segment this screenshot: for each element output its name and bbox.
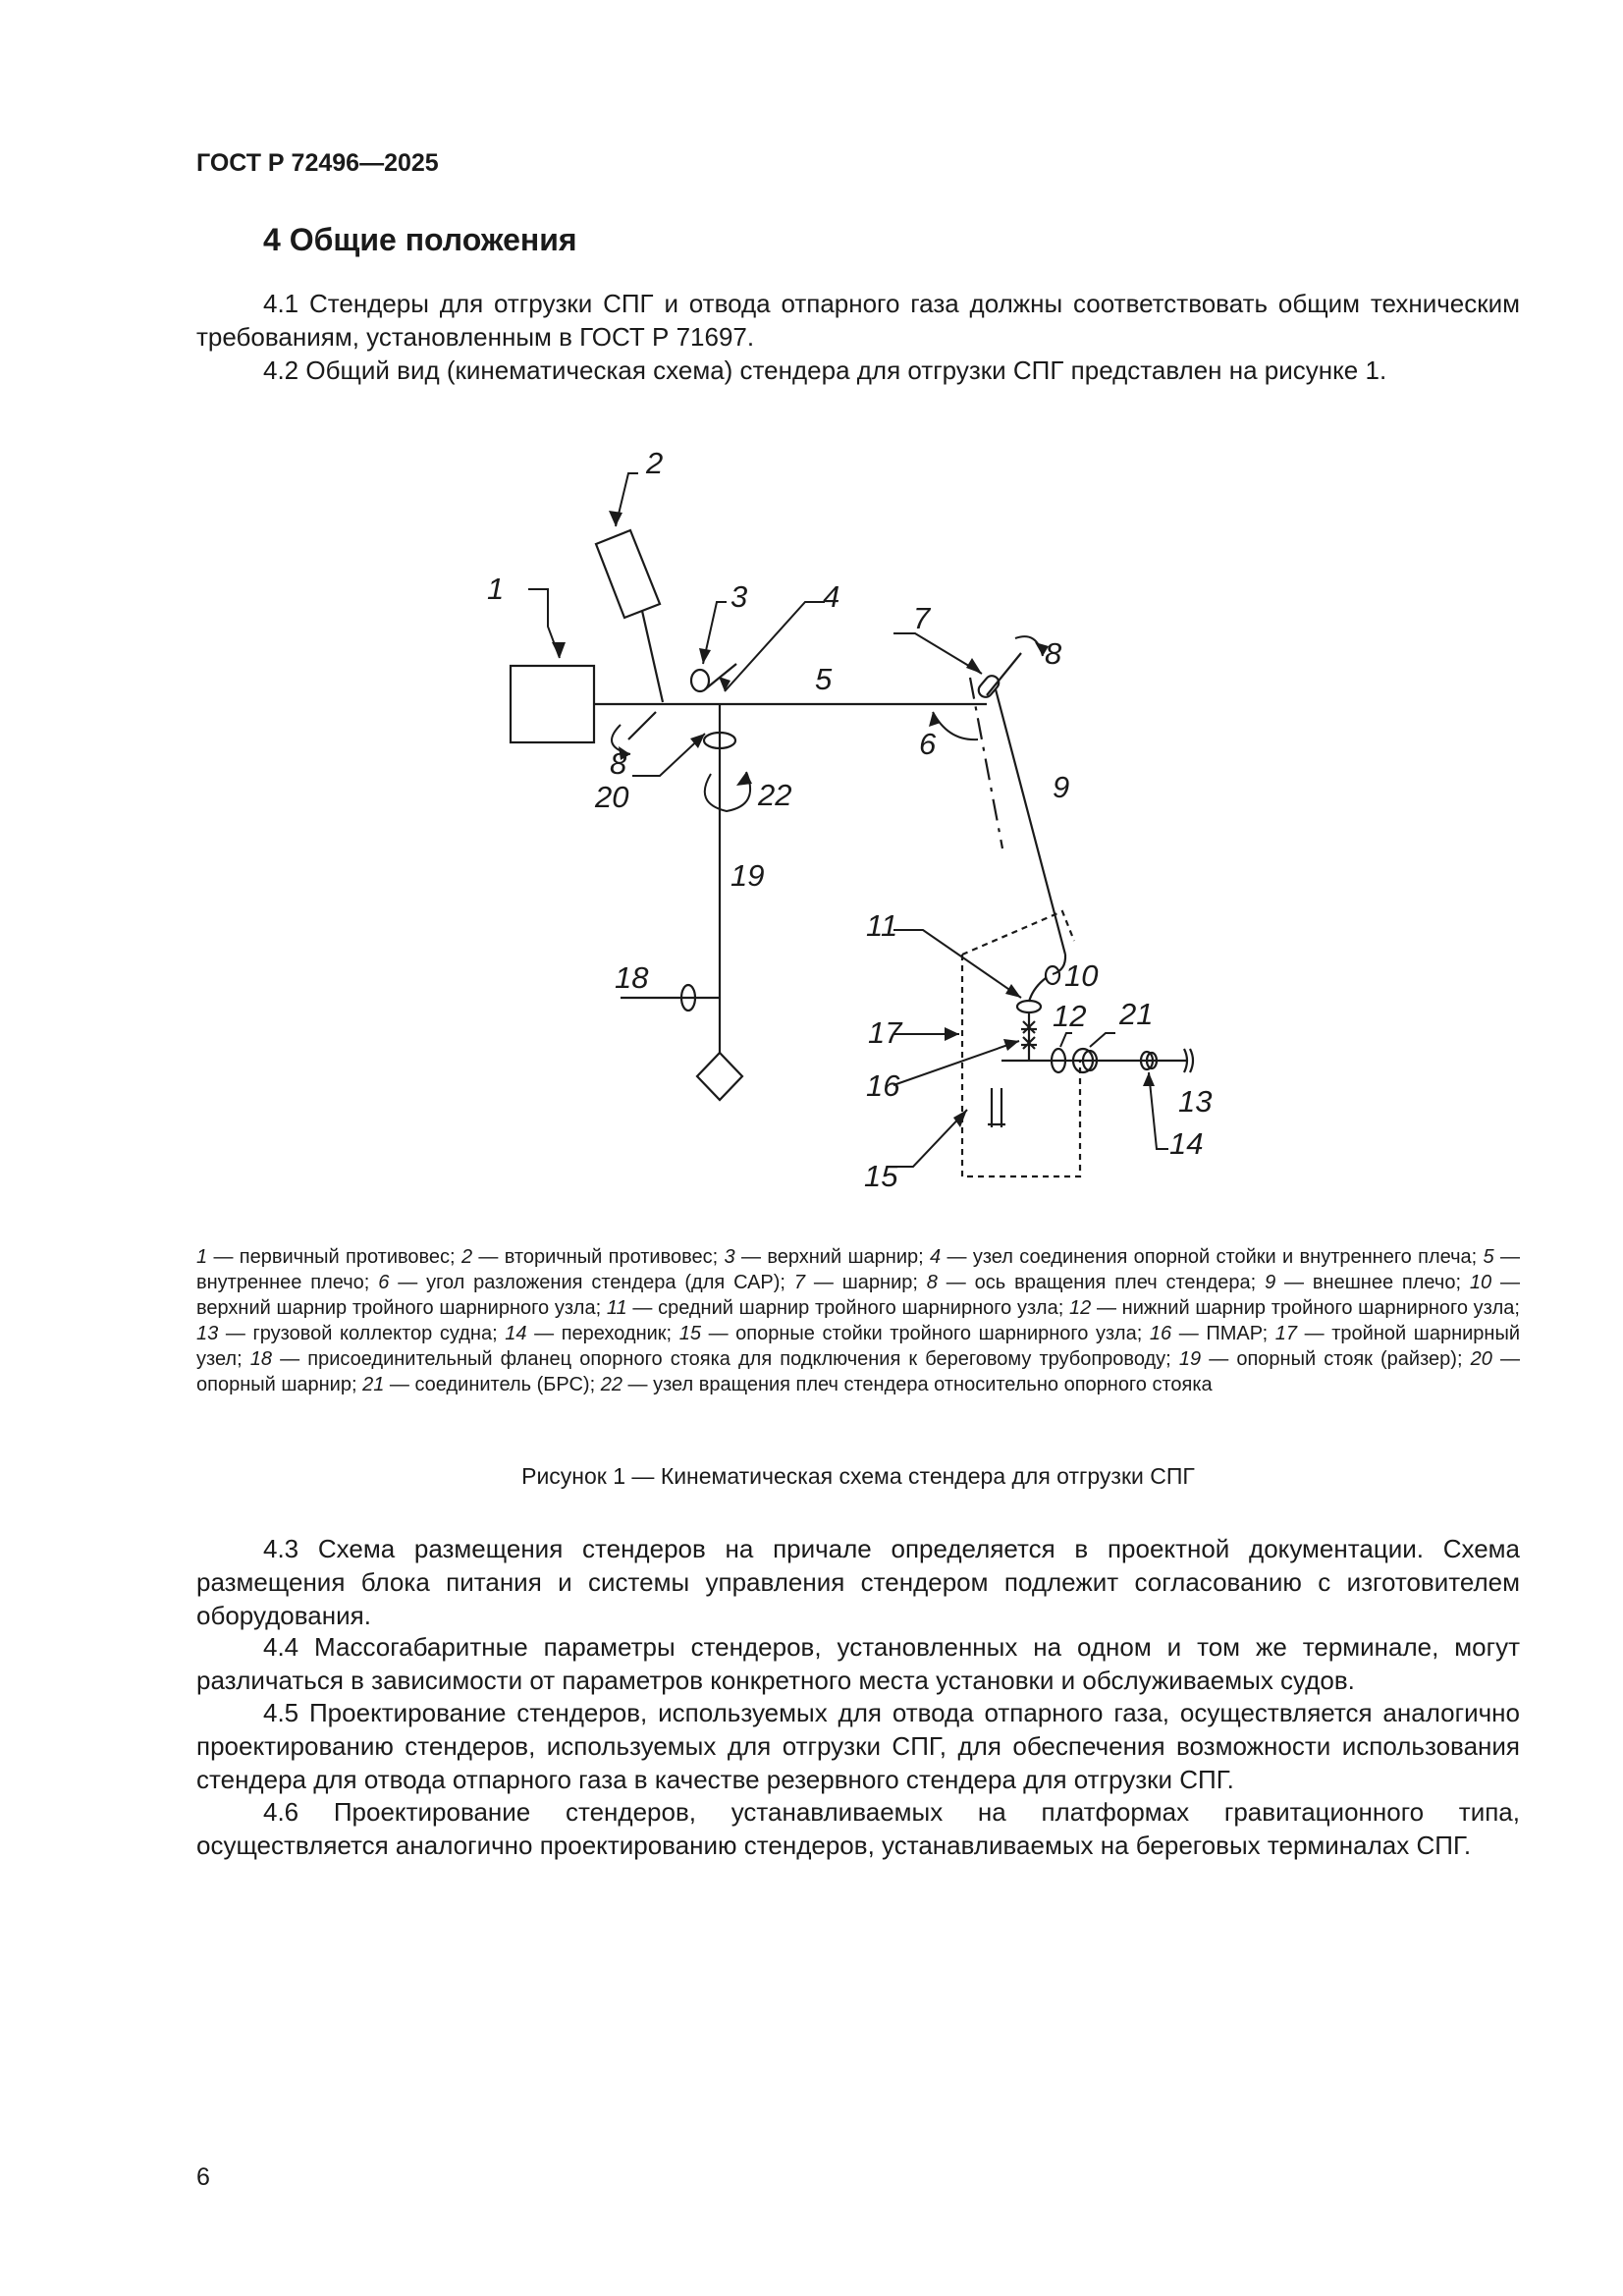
diagram-label: 22 bbox=[758, 778, 792, 812]
legend-number: 14 bbox=[505, 1323, 527, 1344]
legend-item-20: 20 — опорный шарнир; bbox=[196, 1348, 1521, 1395]
figure-legend bbox=[196, 1244, 1520, 1397]
legend-item-3: 3 — верхний шарнир; bbox=[724, 1246, 931, 1268]
legend-item-7: 7 — шарнир; bbox=[793, 1272, 927, 1293]
figure-caption: Рисунок 1 — Кинематическая схема стендера для отгрузки СПГ bbox=[521, 1463, 1195, 1489]
legend-number: 3 bbox=[724, 1246, 735, 1268]
legend-item-18: 18 — присоединительный фланец опорного стояка для подключения к береговому трубопроводу; bbox=[249, 1348, 1179, 1370]
diagram-label: 8 bbox=[1045, 636, 1062, 671]
legend-number: 18 bbox=[249, 1348, 273, 1370]
diagram-label: 1 bbox=[487, 572, 505, 606]
paragraph-4-6: 4.6 Проектирование стендеров, устанавливаемых на платформах гравитационного типа, осуществляется аналогично проектированию стендеров, устанавливаемых на береговых терминалах СПГ. bbox=[196, 1797, 1520, 1860]
diagram-label: 7 bbox=[913, 601, 931, 635]
legend-number: 2 bbox=[460, 1246, 473, 1268]
kinematic-diagram bbox=[393, 432, 1237, 1218]
diagram-label: 15 bbox=[864, 1159, 898, 1193]
diagram-labels bbox=[487, 446, 1212, 1193]
diagram-label: 6 bbox=[919, 727, 937, 761]
legend-item-16: 16 — ПМАР; bbox=[1149, 1323, 1275, 1344]
legend-number: 16 bbox=[1149, 1323, 1172, 1344]
legend-item-14: 14 — переходник; bbox=[505, 1323, 679, 1344]
diagram-label: 12 bbox=[1053, 999, 1087, 1033]
legend-number: 10 bbox=[1469, 1272, 1492, 1293]
legend-item-10: 10 — верхний шарнир тройного шарнирного узла; bbox=[196, 1272, 1520, 1319]
legend-item-8: 8 — ось вращения плеч стендера; bbox=[926, 1272, 1266, 1293]
legend-number: 20 bbox=[1470, 1348, 1492, 1370]
legend-number: 9 bbox=[1265, 1272, 1276, 1293]
legend-item-2: 2 — вторичный противовес; bbox=[460, 1246, 725, 1268]
legend-item-22: 22 — узел вращения плеч стендера относительно опорного стояка bbox=[600, 1374, 1213, 1395]
diagram-label: 21 bbox=[1119, 997, 1154, 1031]
legend-item-21: 21 — соединитель (БРС); bbox=[362, 1374, 601, 1395]
legend-number: 15 bbox=[678, 1323, 701, 1344]
legend-number: 1 bbox=[196, 1246, 208, 1268]
legend-number: 6 bbox=[378, 1272, 390, 1293]
diagram-label: 9 bbox=[1053, 770, 1070, 804]
legend-item-13: 13 — грузовой коллектор судна; bbox=[196, 1323, 506, 1344]
diagram-label: 16 bbox=[866, 1068, 900, 1103]
legend-item-1: 1 — первичный противовес; bbox=[196, 1246, 461, 1268]
legend-item-17: 17 — тройной шарнирный узел; bbox=[196, 1323, 1520, 1370]
legend-item-5: 5 — внутреннее плечо; bbox=[196, 1246, 1521, 1293]
legend-number: 5 bbox=[1483, 1246, 1494, 1268]
paragraph-4-5: 4.5 Проектирование стендеров, используемых для отвода отпарного газа, осуществляется аналогично проектированию стендеров, используемых для отгрузки СПГ, для обеспечения возможности использования стендера для отвода отпарного газа в качестве резервного стендера для отгрузки СПГ. bbox=[196, 1698, 1520, 1794]
legend-item-11: 11 — средний шарнир тройного шарнирного узла; bbox=[606, 1297, 1069, 1319]
diagram-label: 10 bbox=[1064, 958, 1099, 993]
legend-item-19: 19 — опорный стояк (райзер); bbox=[1178, 1348, 1471, 1370]
riser-base bbox=[697, 1053, 742, 1100]
legend-item-4: 4 — узел соединения опорной стойки и внутреннего плеча; bbox=[930, 1246, 1484, 1268]
legend-number: 7 bbox=[793, 1272, 805, 1293]
legend-item-6: 6 — угол разложения стендера (для САР); bbox=[378, 1272, 794, 1293]
paragraph-4-4: 4.4 Массогабаритные параметры стендеров, установленных на одном и том же терминале, могут различаться в зависимости от параметров конкретного места установки и обслуживаемых судов. bbox=[196, 1632, 1520, 1695]
diagram-label: 11 bbox=[866, 908, 898, 943]
diagram-label: 13 bbox=[1178, 1084, 1213, 1119]
diagram-label: 2 bbox=[646, 446, 664, 480]
legend-number: 22 bbox=[600, 1374, 622, 1395]
paragraph-4-2: 4.2 Общий вид (кинематическая схема) стендера для отгрузки СПГ представлен на рисунке 1. bbox=[263, 355, 1387, 385]
legend-number: 17 bbox=[1274, 1323, 1298, 1344]
legend-number: 11 bbox=[606, 1297, 627, 1319]
legend-item-12: 12 — нижний шарнир тройного шарнирного узла; bbox=[1068, 1297, 1520, 1319]
legend-number: 12 bbox=[1068, 1297, 1092, 1319]
secondary-counterweight bbox=[596, 530, 660, 618]
legend-item-15: 15 — опорные стойки тройного шарнирного узла; bbox=[678, 1323, 1150, 1344]
legend-number: 4 bbox=[930, 1246, 942, 1268]
diagram-label: 18 bbox=[615, 960, 649, 995]
paragraph-4-1: 4.1 Стендеры для отгрузки СПГ и отвода отпарного газа должны соответствовать общим техническим требованиям, установленным в ГОСТ Р 71697. bbox=[196, 289, 1520, 352]
legend-number: 8 bbox=[926, 1272, 938, 1293]
legend-number: 19 bbox=[1178, 1348, 1202, 1370]
section-title: 4 Общие положения bbox=[263, 222, 577, 257]
diagram-label: 8 bbox=[610, 746, 627, 781]
primary-counterweight bbox=[511, 666, 594, 742]
secondary-counterweight-rod bbox=[642, 611, 663, 702]
legend-item-9: 9 — внешнее плечо; bbox=[1265, 1272, 1470, 1293]
paragraph-4-3: 4.3 Схема размещения стендеров на причале определяется в проектной документации. Схема размещения блока питания и системы управления стендером подлежит согласованию с изготовителем оборудования. bbox=[196, 1534, 1520, 1630]
diagram-label: 14 bbox=[1169, 1126, 1204, 1161]
diagram-label: 20 bbox=[595, 780, 629, 814]
diagram-label: 19 bbox=[730, 858, 765, 893]
diagram-label: 4 bbox=[823, 579, 840, 614]
page-number: 6 bbox=[196, 2163, 210, 2191]
legend-number: 21 bbox=[362, 1374, 385, 1395]
document-header: ГОСТ Р 72496—2025 bbox=[196, 149, 439, 177]
diagram-label: 17 bbox=[868, 1015, 902, 1050]
legend-number: 13 bbox=[196, 1323, 219, 1344]
diagram-label: 5 bbox=[815, 662, 833, 696]
diagram-label: 3 bbox=[730, 579, 748, 614]
